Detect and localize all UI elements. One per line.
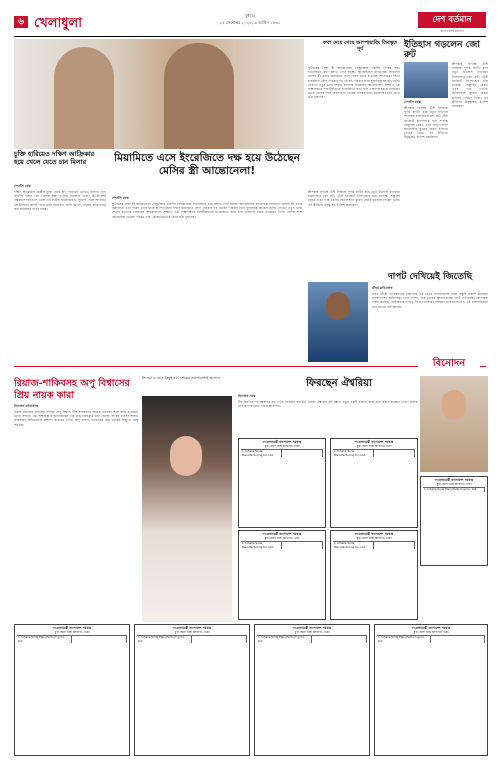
dapot-byline: ক্রীড়া প্রতিবেদক [372,286,393,290]
legal-notice-ad-6: গণপ্রজাতন্ত্রী বাংলাদেশ সরকার যুগ্ম জেলা জজ আদালত, ঢাকা 1. Dhaka Soda Manufacturing Co. Ltd. [14,624,130,756]
aishwarya-photo [420,376,488,472]
page-header [14,10,486,36]
miller-body: দক্ষিণ আফ্রিকার কেন্দ্রীয় চুক্তি থেকে বাদ পড়েছেন ডেভিড মিলার। তবে জাতীয় দলের হয়ে খেলার ইচ্ছা এখনও হারাননি তিনি। টি-টোয়েন্টি বিশ্বকাপে ফাইনালে খেলা এই ব্যাটার জানিয়েছেন, সুযোগ পেলে আবারও প্রোটিয়াদের জার্সি গায়ে মাঠে নামবেন। তিনি বলেন, দেশের প্রতিনিধিত্ব করা সবসময়ই গর্বের বিষয়। [14,190,106,211]
section-title: খেলাধুলা [34,16,83,31]
legal-notice-ad-5: গণপ্রজাতন্ত্রী বাংলাদেশ সরকার যুগ্ম জেলা জজ আদালত, ঢাকা 1. Dhaka Soda Manufacturing Co. Ltd. [330,530,418,620]
legal-notice-ad-9: গণপ্রজাতন্ত্রী বাংলাদেশ সরকার যুগ্ম জেলা জজ আদালত, ঢাকা 1. Dhaka Soda Manufacturing Co. Ltd. [374,624,488,756]
aishwarya-headline: ফিরছেন ঐশ্বরিয়া [305,378,373,389]
messi-byline: স্পোর্টস ডেস্ক [112,196,129,200]
root-kicker: কথা দেয়ে গেছে আম্পায়ারিং তিরস্কৃত সূর্য [322,40,398,52]
apu-byline: বিনোদন প্রতিবেদক [14,404,39,408]
aishwarya-body: দীর্ঘ বিরতির পর আবারও বড় পর্দায় ফিরছেন বলিউড তারকা ঐশ্বরিয়া রাই বচ্চন। নতুন একটি ছবিতে কাজ শুরু করতে যাচ্ছেন তিনি। ভক্তরা তার প্রত্যাবর্তনের খবরে আনন্দিত। [238,400,418,409]
apu-face [170,436,202,476]
messi-body: ফুটবলের সেরা কী আন্তোনেলা রোকুজ্জোর একটিন ফিরিঙ্ক সবচ ইংরেজিতে কথা বলতে দেখা যাচ্ছে। আর্জেন্টাইন মহাতারকা লিওনেল মেসির স্ত্রী এবার মিয়ামিতে এসে দারুণ ভাবে ইংরেজি শিখেছেন। ইন্টার মায়ামিতে যোগ দেওয়ার পর থেকেই পরিবার নিয়ে যুক্তরাষ্ট্রে আছেন মেসি। সেখানে নতুন ভাষা শেখার চ্যালেঞ্জ নিয়েছেন আন্তোনেলা। সম্প্রতি এক সাক্ষাৎকারে সাবলীলভাবে ইংরেজিতে কথা বলে ভক্তদের চমকে দিয়েছেন তিনি। মেসির সঙ্গে ছেলেবেলা থেকেই পরিচয় তার, রোজারিওতেই বেড়ে ওঠা দুজনের। [112,202,302,219]
apu-headline: রিয়াজ-শাকিবসহ অপু বিশ্বাসের প্রিয় নায়ক কারা [14,378,130,401]
root-byline: স্পোর্টস ডেস্ক [404,100,421,104]
root-body-continued: শ্রীলঙ্কার বিপক্ষে টেস্ট সিরিজে দুর্দান্ত ব্যাটিং করে নতুন ইতিহাস গড়েছেন ইংল্যান্ডের জো রুট। টেস্ট ক্রিকেটে ইংল্যান্ডের হয়ে সর্বোচ্চ সেঞ্চুরির রেকর্ড এখন তার দখলে। অ্যালিস্টার কুকের রেকর্ড ছাড়িয়ে গেছেন তিনি। এই কীর্তিতে উচ্ছ্বসিত ইংলিশ সমর্থকরা। [404,106,448,140]
dapot-body: প্রথম টেস্টে পাকিস্তানকে হারানোর পর দলের পারফরম্যান্স নিয়ে সন্তুষ্টি প্রকাশ করেছেন বাংলাদেশের অধিনায়ক। তিনি বলেন, শুরু থেকেই আমরা ম্যাচে দাপট দেখিয়েছি। বোলাররা দারুণ করেছে, ব্যাটাররাও দায়িত্ব নিয়ে খেলেছে। সামনের ম্যাচগুলোতেও এই ধারাবাহিকতা ধরে রাখতে চাই আমরা। [372,292,488,309]
legal-notice-ad-7: গণপ্রজাতন্ত্রী বাংলাদেশ সরকার যুগ্ম জেলা জজ আদালত, ঢাকা 1. Dhaka Soda Manufacturing Co. Ltd. [134,624,250,756]
legal-notice-ad-8: গণপ্রজাতন্ত্রী বাংলাদেশ সরকার যুগ্ম জেলা জজ আদালত, ঢাকা 1. Dhaka Soda Manufacturing Co. Ltd. [254,624,370,756]
entertainment-label: বিনোদন [418,356,480,372]
messi-headline: মিয়ামিতে এসে ইংরেজিতে দক্ষ হয়ে উঠেছেন মেসির স্ত্রী আন্তোনেলা! [114,152,300,177]
messi-couple-photo [14,39,304,149]
entertainment-rule [14,366,486,367]
header-date: ২৫ সেপ্টেম্বর ২০২৪, ৯ আশ্বিন ১৪৩১ [219,20,281,25]
legal-notice-ad-2: গণপ্রজাতন্ত্রী বাংলাদেশ সরকার যুগ্ম জেলা জজ আদালত, ঢাকা 1. Dhaka Soda Manufacturing Co. Ltd. [330,438,418,528]
dapot-headline: দাপট দেখিয়েই জিতেছি [387,272,473,282]
miller-headline: চুক্তি হারিয়েও দক্ষিণ আফ্রিকার হয়ে খেলে যেতে চান মিলার [14,150,95,166]
cricketer-photo [308,282,368,362]
man-figure [164,43,234,149]
legal-notice-ad-1: গণপ্রজাতন্ত্রী বাংলাদেশ সরকার যুগ্ম জেলা জজ আদালত, ঢাকা 1. Dhaka Soda Manufacturing Co. Ltd. [238,438,326,528]
cricketer-head [326,292,350,320]
brand-logo: দেশ বর্তমান [418,12,486,28]
root-headline: ইতিহাস গড়লেন জো রুট [404,40,480,60]
mid-column-text: ফুটবলের সেরা কী আন্তোনেলা রোকুজ্জোর একটিন ফিরিঙ্ক সবচ ইংরেজিতে কথা বলতে দেখা যাচ্ছে। আর্জেন্টাইন মহাতারকা লিওনেল মেসির স্ত্রী এবার মিয়ামিতে এসে দারুণ ভাবে ইংরেজি শিখেছেন। ইন্টার মায়ামিতে যোগ দেওয়ার পর থেকেই পরিবার নিয়ে যুক্তরাষ্ট্রে আছেন মেসি। সেখানে নতুন ভাষা শেখার চ্যালেঞ্জ নিয়েছেন আন্তোনেলা। সম্প্রতি এক সাক্ষাৎকারে সাবলীলভাবে ইংরেজিতে কথা বলে ভক্তদের চমকে দিয়েছেন তিনি। মেসির সঙ্গে ছেলেবেলা থেকেই পরিচয় তার, রোজারিওতেই বেড়ে ওঠা দুজনের। [308,66,400,100]
mid-column-text-2: শ্রীলঙ্কার বিপক্ষে টেস্ট সিরিজে দুর্দান্ত ব্যাটিং করে নতুন ইতিহাস গড়েছেন ইংল্যান্ডের জো রুট। টেস্ট ক্রিকেটে ইংল্যান্ডের হয়ে সর্বোচ্চ সেঞ্চুরির রেকর্ড এখন তার দখলে। অ্যালিস্টার কুকের রেকর্ড ছাড়িয়ে গেছেন তিনি। এই কীর্তিতে উচ্ছ্বসিত ইংলিশ সমর্থকরা। [308,190,400,207]
apu-quote: সিনেমা এ বয়স কিছুই নয়, দর্শকের ভালোবাসাই আসল। [142,376,220,380]
woman-figure [54,47,114,149]
legal-notice-ad-4: গণপ্রজাতন্ত্রী বাংলাদেশ সরকার যুগ্ম জেলা জজ আদালত, ঢাকা 1. Dhaka Soda Manufacturing Co. Ltd. [238,530,326,620]
root-body: শ্রীলঙ্কার বিপক্ষে টেস্ট সিরিজে দুর্দান্ত ব্যাটিং করে নতুন ইতিহাস গড়েছেন ইংল্যান্ডের জো রুট। টেস্ট ক্রিকেটে ইংল্যান্ডের হয়ে সর্বোচ্চ সেঞ্চুরির রেকর্ড এখন তার দখলে। অ্যালিস্টার কুকের রেকর্ড ছাড়িয়ে গেছেন তিনি। এই কীর্তিতে উচ্ছ্বসিত ইংলিশ সমর্থকরা। [452,62,488,109]
aishwarya-face [442,390,466,420]
joe-root-photo [404,62,448,98]
header-rule [14,36,486,37]
page-number-badge: ৬ [14,16,28,28]
miller-byline: স্পোর্টস ডেস্ক [14,184,31,188]
brand-tagline: বাংলাদেশের প্রতিদিন [440,29,464,33]
legal-notice-ad-3: গণপ্রজাতন্ত্রী বাংলাদেশ সরকার যুগ্ম জেলা জজ আদালত, ঢাকা 1. Dhaka Soda Manufacturing Co. Ltd. [420,476,488,566]
header-day: বুধবার [244,13,256,18]
apu-biswas-photo [142,396,232,622]
apu-body: ঢাকাই সিনেমার জনপ্রিয় নায়িকা অপু বিশ্বাস। দীর্ঘ ক্যারিয়ারে অনেক নায়কের সঙ্গে কাজ করেছেন তিনি। সম্প্রতি এক সাক্ষাৎকারে জানিয়েছেন তার প্রিয় নায়কদের নাম। রিয়াজ, শাকিব খানসহ আরও কয়েকজন অভিনেতার প্রশংসা করেছেন তিনি। অপু বলেন, প্রত্যেকের কাছ থেকেই কিছু না কিছু শিখেছি। [14,410,138,427]
aishwarya-byline: বিনোদন ডেস্ক [238,394,256,398]
